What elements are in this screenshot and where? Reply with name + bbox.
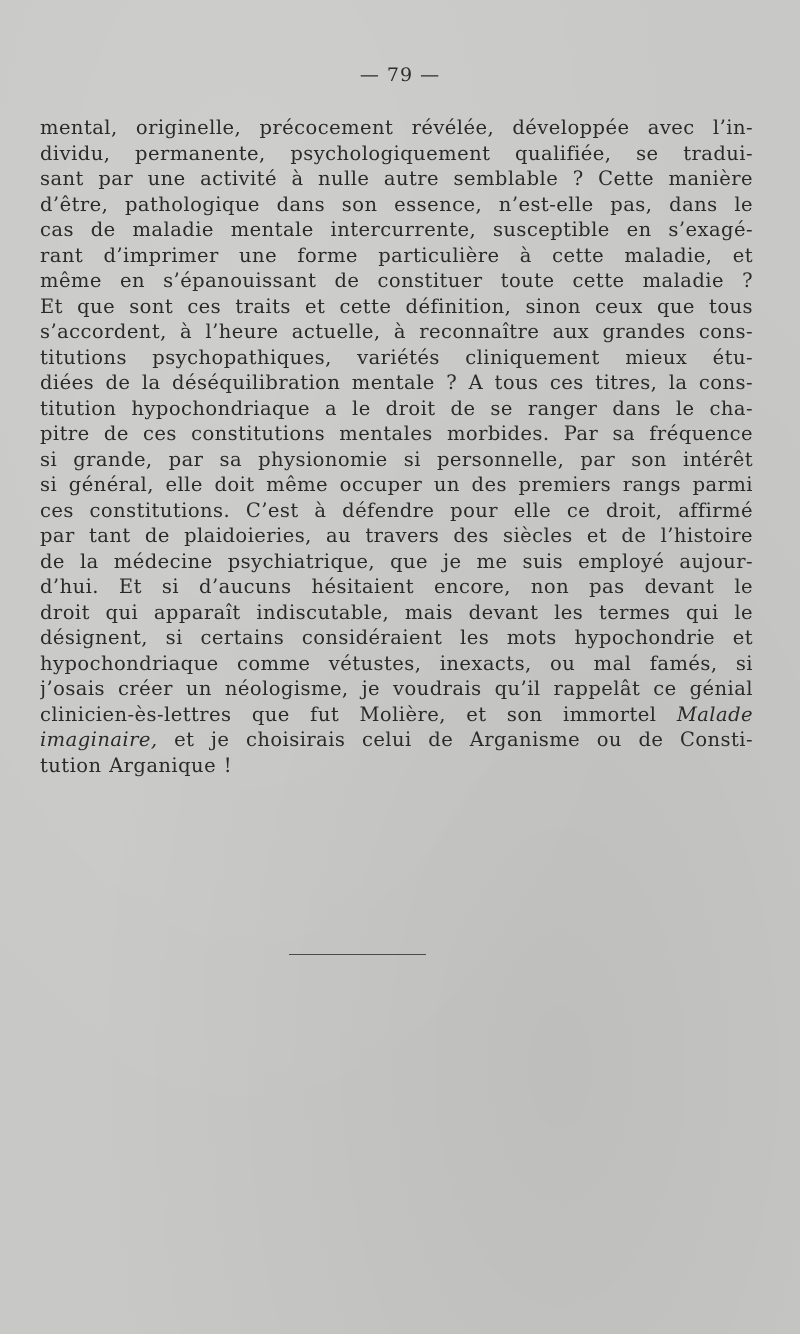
text-line: titution hypochondriaque a le droit de se ranger dans le cha- — [40, 396, 753, 420]
text-line: j’osais créer un néologisme, je voudrais qu’il rappelât ce génial — [40, 677, 753, 700]
body-text — [40, 115, 753, 778]
text-line: s’accordent, à l’heure actuelle, à reconnaître aux grandes cons- — [40, 320, 753, 343]
text-line: titutions psychopathiques, variétés cliniquement mieux étu- — [40, 345, 753, 369]
text-line: hypochondriaque comme vétustes, inexacts, ou mal famés, si — [40, 651, 753, 675]
text-line: de la médecine psychiatrique, que je me suis employé aujour- — [40, 549, 753, 573]
page-number: — 79 — — [359, 64, 441, 86]
text-line: si grande, par sa physionomie si personnelle, par son intérêt — [40, 447, 753, 471]
text-line: désignent, si certains considéraient les mots hypochondrie et — [40, 626, 753, 649]
text-line: diées de la déséquilibration mentale ? A tous ces titres, la cons- — [40, 371, 753, 394]
text-line: d’hui. Et si d’aucuns hésitaient encore, non pas devant le — [40, 575, 753, 598]
text-line: pitre de ces constitutions mentales morbides. Par sa fréquence — [40, 422, 753, 445]
text-line: si général, elle doit même occuper un des premiers rangs parmi — [40, 473, 753, 496]
text-line: sant par une activité à nulle autre semblable ? Cette manière — [40, 167, 753, 190]
text-line-roman: et je choisirais celui de Arganisme ou de Consti- — [174, 728, 753, 751]
text-line: rant d’imprimer une forme particulière à cette maladie, et — [40, 243, 753, 267]
text-line: cas de maladie mentale intercurrente, susceptible en s’exagé- — [40, 218, 753, 241]
text-line: par tant de plaidoieries, au travers des siècles et de l’histoire — [40, 524, 753, 547]
text-line-italic: imaginaire, — [40, 728, 158, 751]
text-line — [40, 702, 753, 728]
text-line-roman: clinicien-ès-lettres que fut Molière, et son immortel — [40, 702, 657, 726]
text-line: Et que sont ces traits et cette définition, sinon ceux que tous — [40, 294, 753, 318]
text-line: tution Arganique ! — [40, 753, 232, 777]
text-line-italic: Malade — [676, 702, 753, 726]
text-line: mental, originelle, précocement révélée, développée avec l’in- — [40, 116, 753, 139]
section-end-rule — [289, 954, 426, 955]
text-line: ces constitutions. C’est à défendre pour elle ce droit, affirmé — [40, 498, 753, 522]
text-line: dividu, permanente, psychologiquement qualifiée, se tradui- — [40, 141, 753, 165]
text-line: d’être, pathologique dans son essence, n’est-elle pas, dans le — [40, 192, 753, 216]
text-line: droit qui apparaît indiscutable, mais devant les termes qui le — [40, 600, 753, 624]
text-line: même en s’épanouissant de constituer toute cette maladie ? — [40, 269, 753, 292]
text-line — [40, 727, 753, 753]
